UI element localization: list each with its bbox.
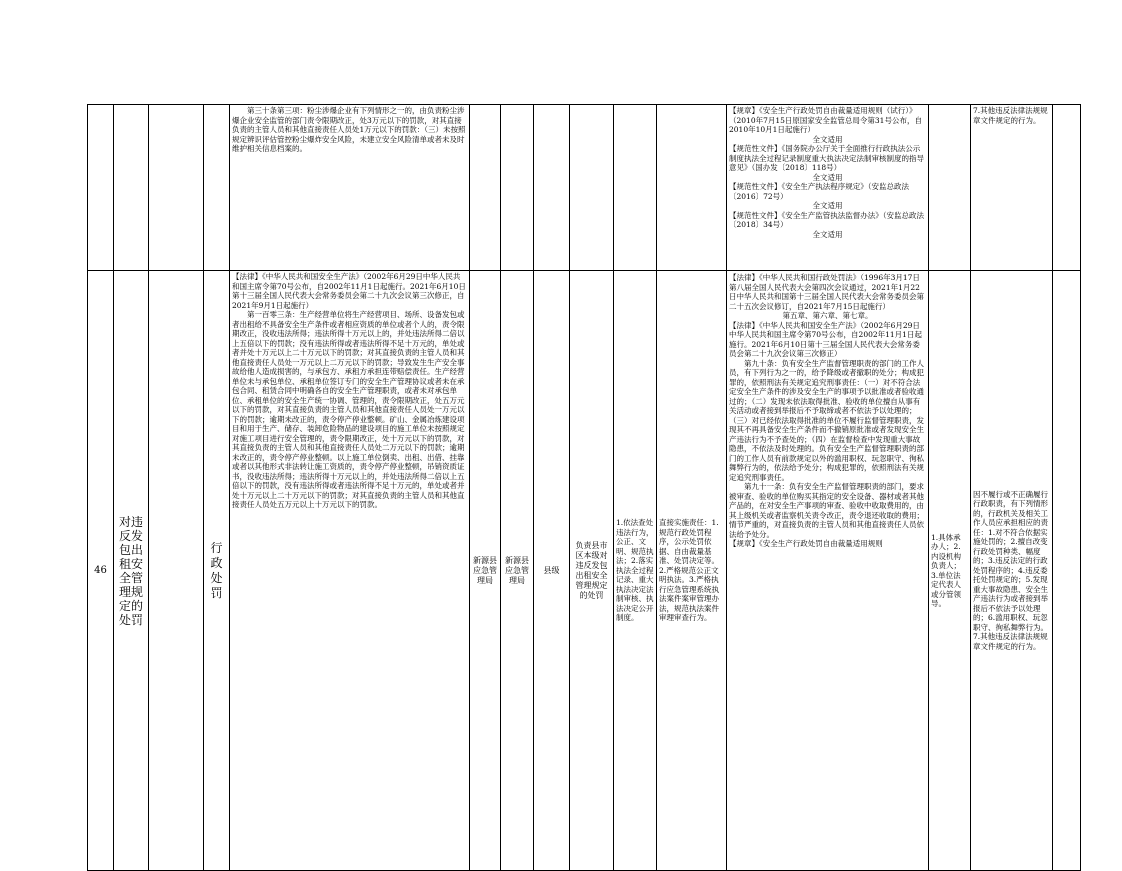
- cell-level: 县级: [534, 271, 570, 871]
- ref-text: 【规范性文件】《国务院办公厅关于全面推行行政执法公示制度执法全过程记录制度重大执法决定法制审核制度的指导意见》（国办发〔2018〕118号）: [729, 144, 924, 172]
- ref-text: 第九十一条：负有安全生产监督管理职责的部门，要求被审查、验收的单位购买其指定的安全设备、器材或者其他产品的，在对安全生产事项的审查、验收中收取费用的，由其上级机关或者监察机关责令改正，责令退还收取的费用；情节严重的，对直接负责的主管人员和其他直接责任人员依法给予处分。: [729, 482, 924, 539]
- cell-refs: [727, 271, 929, 871]
- cell-sub-item: [149, 271, 204, 871]
- cell-category: [204, 105, 230, 271]
- cell-subject: [929, 105, 971, 271]
- basis-law: 【法律】《中华人民共和国安全生产法》（2002年6月29日中华人民共和国主席令第70号公布，自2002年11月1日起施行。2021年6月10日第十三届全国人民代表大会常务委员会第二十九次会议第三次修正，自2021年9月1日起施行）: [232, 272, 466, 310]
- cell-dept1: [470, 105, 501, 271]
- table-row-continued: [88, 105, 1081, 271]
- ref-text: 第五章、第六章、第七章。: [782, 311, 873, 320]
- cell-remark: [1053, 271, 1081, 871]
- cell-dept1: 新源县应急管理局: [470, 271, 501, 871]
- cell-seq: 46: [88, 271, 114, 871]
- cell-subject: 1.具体承办人；2.内设机构负责人；3.单位法定代表人或分管领导。: [929, 271, 971, 871]
- ref-text: 第九十条：负有安全生产监督管理职责的部门的工作人员，有下列行为之一的，给予降级或者撤职的处分；构成犯罪的，依照刑法有关规定追究刑事责任：（一）对不符合法定安全生产条件的涉及安全生产的事项予以批准或者验收通过的；（二）发现未依法取得批准、验收的单位擅自从事有关活动或者接到举报后不予取缔或者不依法予以处理的；（三）对已经依法取得批准的单位不履行监督管理职责，发现其不再具备安全生产条件而不撤销原批准或者发现安全生产违法行为不予查处的；（四）在监督检查中发现重大事故隐患，不依法及时处理的。负有安全生产监督管理职责的部门的工作人员有前款规定以外的滥用职权、玩忽职守、徇私舞弊行为的，依法给予处分；构成犯罪的，依照刑法有关规定追究刑事责任。: [729, 358, 924, 482]
- cell-sub-item: [149, 105, 204, 271]
- liability-text: 7.其他违反法律法规规章文件规定的行为。: [973, 106, 1048, 125]
- cell-item-name: [114, 271, 149, 871]
- ref-text: 【法律】《中华人民共和国行政处罚法》（1996年3月17日第八届全国人民代表大会第四次会议通过，2021年1月22日中华人民共和国第十三届全国人民代表大会常务委员会第二十五次会议修订，自2021年7月15日起施行）: [729, 273, 924, 311]
- item-name-text: 对违反发包出租安全管理规定的处罚: [118, 514, 143, 627]
- ref-text: 全文适用: [812, 229, 843, 239]
- ref-text: 全文适用: [812, 134, 843, 144]
- ref-text: 全文适用: [812, 201, 843, 210]
- cell-object: 负责县市区本级对违反发包出租安全管理规定的处罚: [570, 271, 614, 871]
- cell-standard: [657, 105, 727, 271]
- cell-basis: [230, 271, 470, 871]
- ref-text: 【规范性文件】《安全生产执法程序规定》（安监总政法〔2016〕72号）: [729, 182, 909, 201]
- basis-text: 第三十条第三项：粉尘涉爆企业有下列情形之一的，由负责粉尘涉爆企业安全监管的部门责令限期改正，处3万元以下的罚款，对其直接负责的主管人员和其他直接责任人员处1万元以下的罚款：（三）未按照规定辨识评估管控粉尘爆炸安全风险，未建立安全风险清单或者未及时维护相关信息档案的。: [232, 106, 466, 153]
- cell-standard: 直接实施责任：1.规范行政处罚程序，公示处罚依据、自由裁量基准、处罚决定等。2.严格规范公正文明执法。3.严格执行应急管理系统执法案件案审管理办法，规范执法案件审理审查行为。: [657, 271, 727, 871]
- cell-category: 行政处罚: [204, 271, 230, 871]
- ref-text: 【法律】《中华人民共和国安全生产法》（2002年6月29日中华人民共和国主席令第70号公布，自2002年11月1日起施行。2021年6月10日第十三届全国人民代表大会常务委员会第二十九次会议第三次修正）: [729, 320, 922, 358]
- ref-text: 【规范性文件】《安全生产监管执法监督办法》（安监总政法〔2018〕34号）: [729, 210, 924, 229]
- basis-article: 第一百零三条：生产经营单位将生产经营项目、场所、设备发包或者出租给不具备安全生产条件或者相应资质的单位或者个人的，责令限期改正，没收违法所得；违法所得十万元以上的，并处违法所得二倍以上五倍以下的罚款；没有违法所得或者违法所得不足十万元的，单处或者并处十万元以上二十万元以下的罚款；对其直接负责的主管人员和其他直接责任人员处一万元以上二万元以下的罚款；导致发生生产安全事故给他人造成损害的，与承包方、承租方承担连带赔偿责任。生产经营单位未与承包单位、承租单位签订专门的安全生产管理协议或者未在承包合同、租赁合同中明确各自的安全生产管理职责，或者未对承包单位、承租单位的安全生产统一协调、管理的，责令限期改正，处五万元以下的罚款，对其直接负责的主管人员和其他直接责任人员处一万元以下的罚款；逾期未改正的，责令停产停业整顿。矿山、金属冶炼建设项目和用于生产、储存、装卸危险物品的建设项目的施工单位未按照规定对施工项目进行安全管理的，责令限期改正，处十万元以下的罚款，对其直接负责的主管人员和其他直接责任人员处二万元以下的罚款；逾期未改正的，责令停产停业整顿。以上施工单位倒卖、出租、出借、挂靠或者以其他形式非法转让施工资质的，责令停产停业整顿，吊销资质证书，没收违法所得；违法所得十万元以上的，并处违法所得二倍以上五倍以下的罚款，没有违法所得或者违法所得不足十万元的，单处或者并处十万元以上二十万元以下的罚款；对其直接负责的主管人员和其他直接责任人员处五万元以上十万元以下的罚款。: [232, 310, 465, 509]
- ref-text: 【规章】《安全生产行政处罚自由裁量适用规则: [729, 539, 883, 548]
- cell-liability: 因不履行或不正确履行行政职责，有下列情形的，行政机关及相关工作人员应承担相应的责任：1.对不符合依据实施处罚的；2.擅自改变行政处罚种类、幅度的；3.违反法定的行政处罚程序的；4.违反委托处罚规定的；5.发现重大事故隐患、安全生产违法行为或者接到举报后不依法予以处理的；6.滥用职权、玩忽职守、徇私舞弊行为。7.其他违反法律法规规章文件规定的行为。: [971, 271, 1053, 871]
- cell-liability: [971, 105, 1053, 271]
- cell-item-name: [114, 105, 149, 271]
- cell-seq: [88, 105, 114, 271]
- ref-text: 全文适用: [812, 172, 843, 182]
- cell-dept2: 新源县应急管理局: [501, 271, 534, 871]
- cell-basis: [230, 105, 470, 271]
- ref-text: 【规章】《安全生产行政处罚自由裁量适用规则（试行）》（2010年7月15日原国家安全监管总局令第31号公布，自2010年10月1日起施行）: [729, 106, 922, 134]
- cell-refs: [727, 105, 929, 271]
- power-list-table: [87, 104, 1081, 871]
- cell-level: [534, 105, 570, 271]
- cell-object: [570, 105, 614, 271]
- cell-remark: [1053, 105, 1081, 271]
- cell-duty: [614, 105, 657, 271]
- cell-duty: 1.依法查处违法行为，公正、文明、规范执法；2.落实执法全过程记录、重大执法决定法制审核、执法决定公开制度。: [614, 271, 657, 871]
- cell-dept2: [501, 105, 534, 271]
- table-row-46: [88, 271, 1081, 871]
